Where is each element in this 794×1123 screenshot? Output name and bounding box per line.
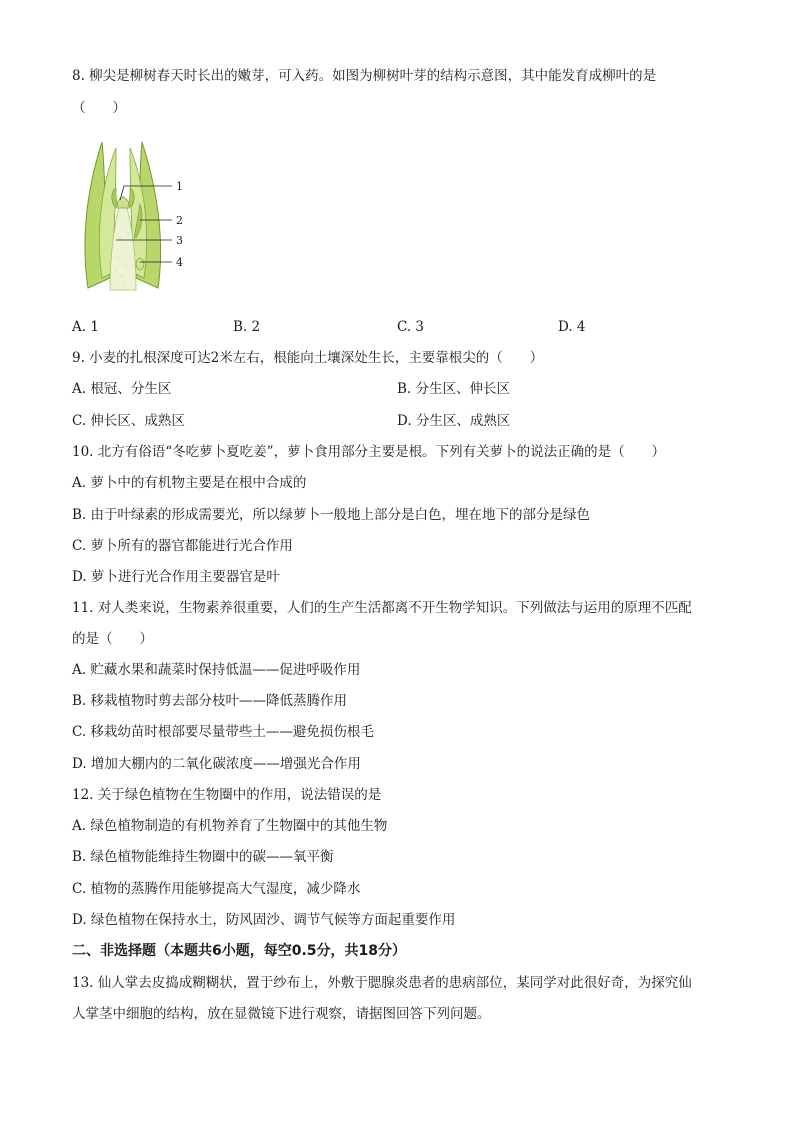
section-heading-non-choice: 二、非选择题（本题共6小题，每空0.5分，共18分） <box>72 943 407 959</box>
q12-option-b[interactable]: B. 绿色植物能维持生物圈中的碳——氧平衡 <box>72 849 334 865</box>
q9-option-a[interactable]: A. 根冠、分生区 <box>72 381 172 397</box>
figure-label-2: 2 <box>176 214 183 227</box>
q8-option-c[interactable]: C. 3 <box>397 319 425 335</box>
q8-option-b[interactable]: B. 2 <box>233 319 261 335</box>
q9-option-c[interactable]: C. 伸长区、成熟区 <box>72 413 185 429</box>
q11-option-a[interactable]: A. 贮藏水果和蔬菜时保持低温——促进呼吸作用 <box>72 662 361 678</box>
leaf-bud-diagram <box>80 138 200 298</box>
figure-label-4: 4 <box>176 256 183 269</box>
q10-option-c[interactable]: C. 萝卜所有的器官都能进行光合作用 <box>72 538 293 554</box>
q12-stem: 12. 关于绿色植物在生物圈中的作用，说法错误的是 <box>72 787 382 803</box>
figure-label-3: 3 <box>176 234 183 247</box>
q13-stem-line1: 13. 仙人掌去皮捣成糊糊状，置于纱布上，外敷于腮腺炎患者的患病部位，某同学对此很好奇，为探究仙 <box>72 975 692 991</box>
q13-stem-line2: 人掌茎中细胞的结构，放在显微镜下进行观察，请据图回答下列问题。 <box>72 1006 491 1022</box>
q9-options-row2 <box>72 412 732 430</box>
q11-option-c[interactable]: C. 移栽幼苗时根部要尽量带些土——避免损伤根毛 <box>72 724 374 740</box>
bud-primordium <box>136 258 144 270</box>
q8-option-a[interactable]: A. 1 <box>72 319 99 335</box>
q11-stem-line2: 的是（ ） <box>72 631 153 647</box>
q12-option-d[interactable]: D. 绿色植物在保持水土，防风固沙、调节气候等方面起重要作用 <box>72 912 456 928</box>
q12-option-a[interactable]: A. 绿色植物制造的有机物养育了生物圈中的其他生物 <box>72 818 388 834</box>
q8-stem: 8. 柳尖是柳树春天时长出的嫩芽，可入药。如图为柳树叶芽的结构示意图，其中能发育成柳叶的是 <box>72 68 657 84</box>
q10-option-a[interactable]: A. 萝卜中的有机物主要是在根中合成的 <box>72 475 307 491</box>
q9-stem: 9. 小麦的扎根深度可达2米左右，根能向土壤深处生长，主要靠根尖的（ ） <box>72 350 544 366</box>
q11-option-d[interactable]: D. 增加大棚内的二氧化碳浓度——增强光合作用 <box>72 756 361 772</box>
q10-option-b[interactable]: B. 由于叶绿素的形成需要光，所以绿萝卜一般地上部分是白色，埋在地下的部分是绿色 <box>72 507 591 523</box>
growing-point <box>116 198 130 209</box>
q8-options <box>72 318 732 336</box>
q8-option-d[interactable]: D. 4 <box>558 319 586 335</box>
q8-answer-blank: （ ） <box>72 100 126 116</box>
q9-options-row1 <box>72 380 732 398</box>
figure-label-1: 1 <box>176 180 183 193</box>
q10-option-d[interactable]: D. 萝卜进行光合作用主要器官是叶 <box>72 569 280 585</box>
q11-option-b[interactable]: B. 移栽植物时剪去部分枝叶——降低蒸腾作用 <box>72 693 348 709</box>
q9-option-b[interactable]: B. 分生区、伸长区 <box>397 381 511 397</box>
leaf-bud-figure <box>80 138 200 298</box>
q9-option-d[interactable]: D. 分生区、成熟区 <box>397 413 511 429</box>
q10-stem: 10. 北方有俗语“冬吃萝卜夏吃姜”，萝卜食用部分主要是根。下列有关萝卜的说法正确的是（ ） <box>72 444 666 460</box>
q11-stem-line1: 11. 对人类来说，生物素养很重要，人们的生产生活都离不开生物学知识。下列做法与运用的原理不匹配 <box>72 600 692 616</box>
q12-option-c[interactable]: C. 植物的蒸腾作用能够提高大气湿度，减少降水 <box>72 881 361 897</box>
